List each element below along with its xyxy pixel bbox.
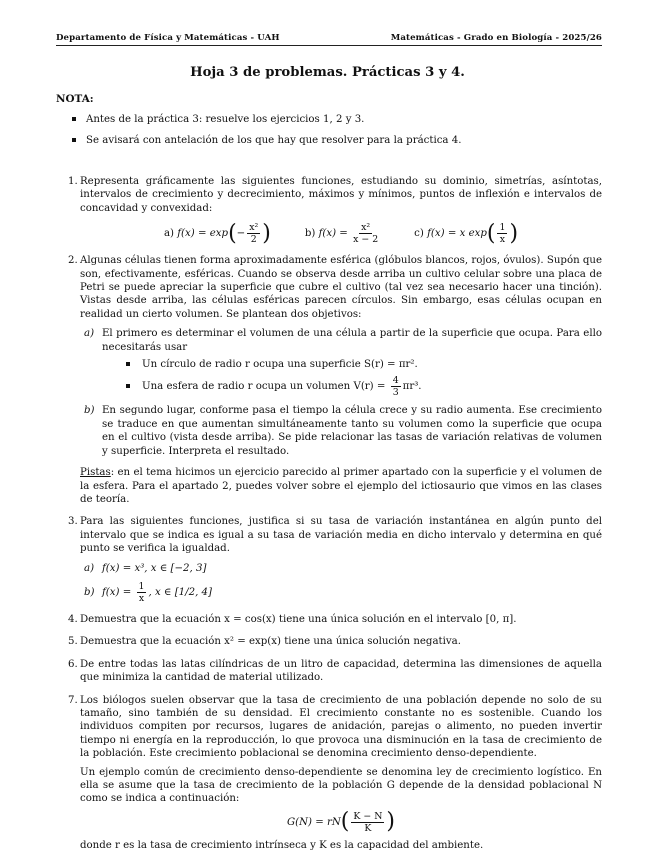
nota-list — [70, 113, 590, 156]
formula-row — [80, 222, 602, 245]
exercise-3 — [56, 515, 602, 604]
header-rule — [56, 45, 602, 46]
formula-a: a) f(x) = exp ( − $\frac{\text{x²}}{2}$ ) — [163, 220, 271, 246]
sub-bullet: Un círculo de radio r ocupa una superficie S(r) = πr². — [124, 358, 602, 371]
formula-b: b) f(x) = $\frac{\text{x²}}{x - 2}$ — [304, 222, 379, 246]
bullet-square-icon — [126, 362, 130, 366]
bullet-square-icon — [72, 138, 76, 142]
exercise-2b: b) En segundo lugar, conforme pasa el tiempo la célula crece y su radio aumenta. Ese crecimiento se traduce en que aumentan simultáneamente tanto su volumen como la superficie que ocupa en el cultivo (vista desde arriba). Se pide relacionar las tasas de variación relativas de volumen y superficie. Interpreta el resultado. — [84, 405, 602, 457]
fraction: $\frac{\text{x²}}{2}$ — [249, 222, 259, 246]
bullet-square-icon — [126, 384, 130, 388]
exercise-number: 6. — [68, 658, 78, 670]
header-course: Matemáticas - Grado en Biología - 2025/26 — [390, 33, 602, 43]
exercise-3a: a) f(x) = x³, x ∈ [−2, 3] — [84, 562, 207, 574]
exercise-2 — [56, 254, 602, 506]
exercise-4: 4. Demuestra que la ecuación x = cos(x) tiene una única solución en el intervalo [0, π]. — [68, 613, 517, 625]
exercise-number: 2. — [68, 255, 78, 267]
exercise-number: 1. — [68, 176, 78, 187]
nota-label: NOTA: — [56, 93, 94, 105]
exercise-2a: a) El primero es determinar el volumen de una célula a partir de la superficie que ocupa. Para ello necesitarás usar Un círculo de radio r ocupa una superficie S(r) = πr². Una esfera de radio r ocupa un volumen V(r) = $\frac{4}{3}$ πr³. — [84, 328, 602, 399]
exercise-1 — [56, 175, 602, 245]
exercise-number: 7. — [68, 694, 78, 706]
fraction: $\frac{K - N}{K}$ — [353, 810, 383, 834]
running-header — [56, 32, 602, 45]
exercise-2-text: Algunas células tienen forma aproximadamente esférica (glóbulos blancos, rojos, óvulos). Supón que son, efectivamente, esféricas. Cuando se observa desde arriba un cultivo celular sobre una placa de Petri se puede apreciar la superficie que cubre el cultivo (tal vez sea necesario hacer una tinción). Vistas desde arriba, las células esféricas parecen círculos. Sin embargo, esas células ocupan en realidad un cierto volumen. Se plantean dos objetivos: — [80, 255, 602, 320]
sub-bullet: Una esfera de radio r ocupa un volumen V(r) = $\frac{4}{3}$ πr³. — [124, 375, 602, 398]
exercise-number: 5. — [68, 636, 78, 648]
logistic-equation: G(N) = rN ( $\frac{K - N}{K}$ ) — [286, 809, 396, 835]
exercise-7-paragraph: Los biólogos suelen observar que la tasa de crecimiento de una población depende no solo de su tamaño, sino también de su densidad. El crecimiento constante no es sostenible. Cuando los individuos compiten por recursos, lugares de anidación, parejas o alimento, no pueden invertir tiempo ni energía en la reproducción, lo que provoca una disminución en la tasa de crecimiento de la población. Este crecimiento poblacional se denomina crecimiento denso-dependiente. — [80, 694, 602, 760]
exercise-6: 6. De entre todas las latas cilíndricas de un litro de capacidad, determina las dimensiones de aquella que minimiza la cantidad de material utilizado. — [68, 658, 602, 684]
fraction: $\frac{1}{x}$ — [138, 580, 145, 604]
exercise-number: 3. — [68, 516, 78, 528]
exercise-7 — [56, 694, 602, 853]
bullet-square-icon — [72, 117, 76, 121]
fraction: $\frac{\text{x²}}{x - 2}$ — [353, 222, 379, 246]
exercise-7-paragraph: Un ejemplo común de crecimiento denso-dependiente se denomina ley de crecimiento logístico. En ella se asume que la tasa de crecimiento de la población G depende de la densidad poblacional N como se indica a continuación: — [80, 766, 602, 805]
exercise-3b: b) f(x) = $\frac{1}{x}$ , x ∈ [1/2, 4] — [84, 580, 213, 604]
nota-item: Se avisará con antelación de los que hay que resolver para la práctica 4. — [70, 134, 590, 147]
page-title: Hoja 3 de problemas. Prácticas 3 y 4. — [190, 65, 465, 80]
hints-paragraph: Pistas: en el tema hicimos un ejercicio parecido al primer apartado con la superficie y el volumen de la esfera. Para el apartado 2, puedes volver sobre el ejemplo del ictiosaurio que vimos en las clases de teoría. — [80, 467, 602, 505]
exercise-number: 4. — [68, 613, 78, 625]
exercise-1-text: Representa gráficamente las siguientes funciones, estudiando su dominio, simetrías, asíntotas, intervalos de crecimiento y decrecimiento, máximos y mínimos, puntos de inflexión e intervalos de concavidad y convexidad: — [80, 176, 602, 214]
exercise-7-paragraph: donde r es la tasa de crecimiento intrínseca y K es la capacidad del ambiente. — [80, 839, 484, 851]
formula-c: c) f(x) = x exp ( $\frac{1}{x}$ ) — [414, 220, 519, 246]
hints-label: Pistas — [80, 467, 111, 479]
fraction: $\frac{4}{3}$ — [392, 375, 399, 399]
exercise-3-text: Para las siguientes funciones, justifica si su tasa de variación instantánea en algún punto del intervalo que se indica es igual a su tasa de variación media en dicho intervalo y determina en qué punto se verifica la igualdad. — [80, 516, 602, 555]
exercise-list — [56, 175, 602, 861]
fraction: $\frac{1}{x}$ — [499, 222, 506, 246]
header-department: Departamento de Física y Matemáticas - UAH — [56, 33, 280, 43]
nota-item: Antes de la práctica 3: resuelve los ejercicios 1, 2 y 3. — [70, 113, 590, 126]
exercise-5: 5. Demuestra que la ecuación x² = exp(x) tiene una única solución negativa. — [68, 636, 461, 648]
